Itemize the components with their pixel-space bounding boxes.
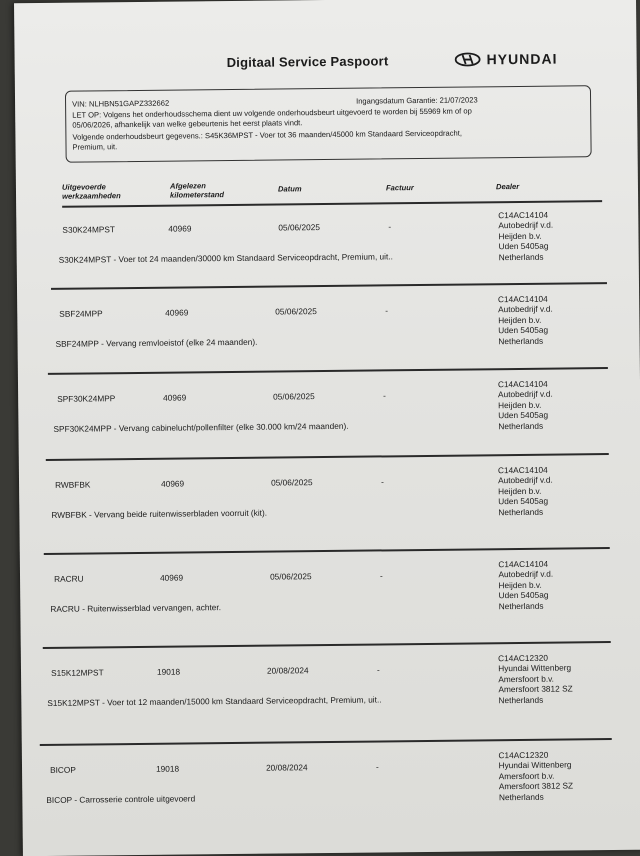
record-km: 40969 bbox=[165, 307, 189, 318]
record-code: SPF30K24MPP bbox=[57, 393, 116, 404]
record-description: S30K24MPST - Voer tot 24 maanden/30000 km Standaard Serviceopdracht, Premium, uit.. bbox=[58, 251, 393, 265]
dealer-line: C14AC14104 bbox=[497, 293, 548, 305]
dealer-line: Amersfoort 3812 SZ bbox=[498, 683, 573, 695]
header-rule bbox=[62, 200, 602, 208]
dealer-line: C14AC14104 bbox=[498, 209, 549, 221]
record-description: S15K12MPST - Voer tot 12 maanden/15000 km Standaard Serviceopdracht, Premium, uit.. bbox=[47, 694, 382, 708]
document-title: Digitaal Service Paspoort bbox=[226, 53, 389, 71]
dealer-line: Autobedrijf v.d. bbox=[497, 475, 553, 486]
dealer-line: Heijden b.v. bbox=[498, 230, 542, 242]
dealer-line: Hyundai Wittenberg bbox=[498, 662, 572, 674]
column-header-date: Datum bbox=[277, 184, 302, 194]
dealer-line: C14AC12320 bbox=[498, 652, 548, 664]
hyundai-logo bbox=[455, 51, 558, 68]
hyundai-emblem-icon bbox=[455, 52, 481, 66]
record-description: BICOP - Carrosserie controle uitgevoerd bbox=[46, 793, 196, 805]
record-invoice: - bbox=[385, 305, 389, 316]
next-service-line-1: Volgende onderhoudsbeurt gegevens.: S45K36MPST - Voer tot 36 maanden/45000 km Standaard Serviceopdracht, bbox=[72, 128, 462, 142]
record-km: 40969 bbox=[159, 572, 184, 583]
column-header-work: Uitgevoerde werkzaamheden bbox=[61, 182, 121, 201]
next-service-line-2: Premium, uit. bbox=[72, 142, 118, 152]
record-dealer bbox=[498, 210, 553, 263]
record-date: 05/06/2025 bbox=[269, 571, 312, 582]
vin: VIN: NLHBN51GAPZ332662 bbox=[72, 98, 170, 109]
dealer-line: Uden 5405ag bbox=[498, 495, 549, 507]
dealer-line: Uden 5405ag bbox=[498, 324, 549, 336]
record-separator bbox=[46, 453, 609, 461]
dealer-line: Netherlands bbox=[498, 335, 544, 346]
dealer-line: Heijden b.v. bbox=[498, 399, 542, 411]
record-invoice: - bbox=[380, 476, 384, 487]
dealer-line: Uden 5405ag bbox=[498, 240, 549, 252]
record-invoice: - bbox=[383, 390, 386, 401]
vehicle-info-box bbox=[65, 85, 592, 163]
record-dealer bbox=[498, 749, 573, 802]
record-code: RACRU bbox=[53, 573, 84, 584]
record-invoice: - bbox=[388, 221, 392, 232]
record-code: RWBFBK bbox=[55, 479, 91, 490]
dealer-line: Amersfoort 3812 SZ bbox=[498, 780, 574, 792]
dealer-line: Autobedrijf v.d. bbox=[498, 220, 554, 231]
record-dealer bbox=[498, 652, 573, 705]
record-dealer bbox=[498, 559, 553, 612]
warranty-start: Ingangsdatum Garantie: 21/07/2023 bbox=[356, 95, 478, 106]
dealer-line: C14AC14104 bbox=[497, 464, 548, 476]
dealer-line: Heijden b.v. bbox=[498, 485, 542, 497]
record-km: 40969 bbox=[163, 392, 187, 403]
record-description: RACRU - Ruitenwisserblad vervangen, achter. bbox=[50, 602, 222, 614]
record-date: 05/06/2025 bbox=[273, 391, 315, 402]
dealer-line: Autobedrijf v.d. bbox=[498, 569, 554, 580]
dealer-line: Heijden b.v. bbox=[498, 314, 542, 326]
notice-line-2: 05/06/2026, afhankelijk van welke gebeurtenis het eerst plaats vindt. bbox=[72, 118, 303, 130]
record-invoice: - bbox=[376, 664, 380, 675]
record-date: 05/06/2025 bbox=[270, 477, 313, 488]
record-separator bbox=[43, 641, 611, 649]
dealer-line: Netherlands bbox=[498, 694, 544, 705]
record-separator bbox=[44, 547, 610, 555]
dealer-line: Netherlands bbox=[498, 600, 544, 611]
dealer-line: C14AC14104 bbox=[498, 558, 549, 570]
record-description: SPF30K24MPP - Vervang cabinelucht/pollenfilter (elke 30.000 km/24 maanden). bbox=[53, 420, 349, 434]
record-invoice: - bbox=[379, 570, 383, 581]
column-header-dealer: Dealer bbox=[495, 181, 520, 192]
record-km: 40969 bbox=[168, 223, 192, 234]
dealer-line: Amersfoort b.v. bbox=[498, 770, 555, 782]
dealer-line: Uden 5405ag bbox=[498, 589, 549, 601]
dealer-line: Amersfoort b.v. bbox=[498, 673, 554, 685]
dealer-line: Netherlands bbox=[498, 251, 544, 262]
dealer-line: Autobedrijf v.d. bbox=[497, 304, 553, 315]
record-date: 05/06/2025 bbox=[275, 306, 317, 317]
dealer-line: Heijden b.v. bbox=[498, 579, 542, 591]
record-separator bbox=[40, 738, 612, 746]
record-date: 20/08/2024 bbox=[266, 665, 309, 676]
brand-name: HYUNDAI bbox=[486, 50, 558, 68]
record-invoice: - bbox=[375, 761, 379, 772]
record-km: 19018 bbox=[155, 763, 180, 774]
column-header-km: Afgelezen kilometerstand bbox=[169, 181, 225, 200]
record-code: BICOP bbox=[49, 764, 76, 775]
record-separator bbox=[48, 367, 608, 375]
record-separator bbox=[51, 282, 607, 290]
dealer-line: Uden 5405ag bbox=[498, 409, 549, 421]
dealer-line: Netherlands bbox=[498, 791, 544, 802]
dealer-line: C14AC14104 bbox=[497, 378, 548, 390]
record-dealer bbox=[498, 465, 553, 518]
service-passport-page bbox=[14, 0, 640, 856]
dealer-line: Netherlands bbox=[498, 420, 544, 431]
column-header-invoice: Factuur bbox=[385, 183, 414, 193]
record-date: 20/08/2024 bbox=[265, 762, 308, 773]
record-km: 40969 bbox=[161, 478, 185, 489]
record-km: 19018 bbox=[156, 666, 181, 677]
record-code: S15K12MPST bbox=[50, 667, 104, 678]
record-code: S30K24MPST bbox=[62, 224, 116, 235]
notice-line-1: LET OP: Volgens het onderhoudsschema dient uw volgende onderhoudsbeurt uitgevoerd te worden bij 55969 km of op bbox=[72, 106, 472, 120]
record-description: SBF24MPP - Vervang remvloeistof (elke 24 maanden). bbox=[55, 336, 258, 349]
dealer-line: Autobedrijf v.d. bbox=[497, 389, 553, 400]
record-code: SBF24MPP bbox=[59, 308, 103, 319]
dealer-line: Hyundai Wittenberg bbox=[498, 759, 572, 771]
dealer-line: Netherlands bbox=[498, 506, 544, 517]
record-dealer bbox=[498, 379, 553, 432]
record-description: RWBFBK - Vervang beide ruitenwisserbladen voorruit (kit). bbox=[51, 507, 268, 520]
record-date: 05/06/2025 bbox=[278, 222, 320, 233]
record-dealer bbox=[498, 294, 553, 347]
dealer-line: C14AC12320 bbox=[498, 749, 549, 761]
